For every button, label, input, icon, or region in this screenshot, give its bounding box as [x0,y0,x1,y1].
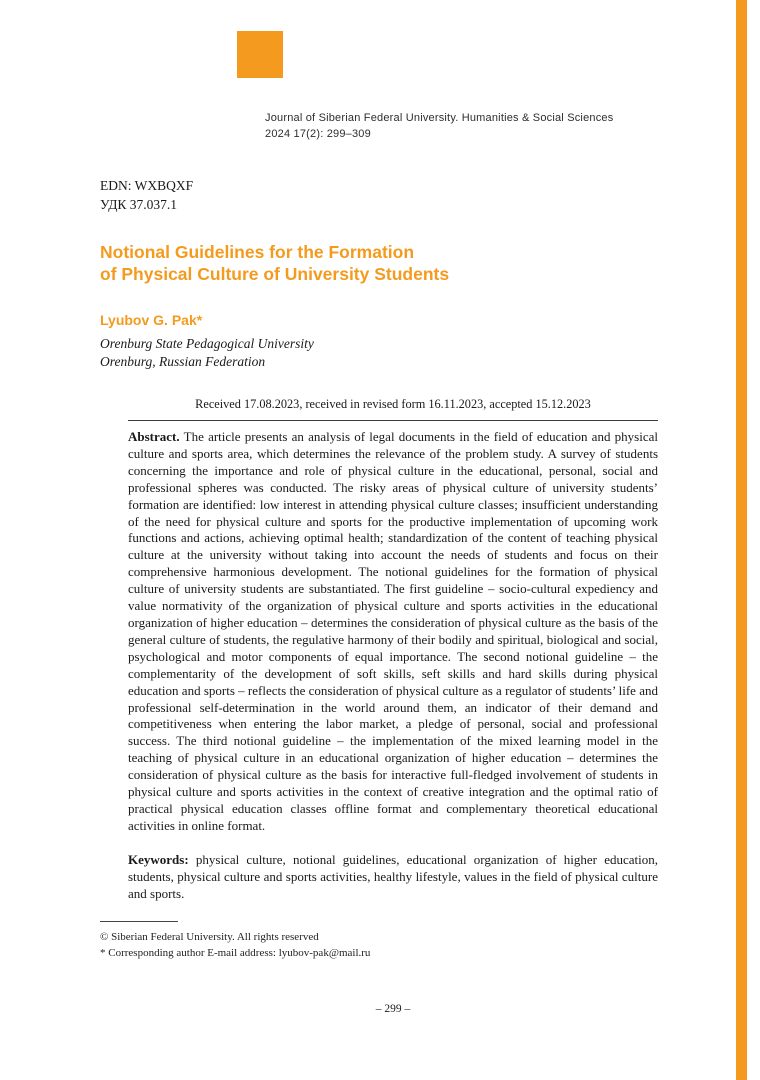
header-accent-square [237,31,283,78]
right-accent-stripe [736,0,747,1080]
keywords-text: physical culture, notional guidelines, educational organization of higher education, students, physical culture and sports activities, healthy lifestyle, values in the field of physical culture and sports. [128,851,659,901]
copyright-note: © Siberian Federal University. All rights reserved [100,931,319,943]
corresponding-author-note: * Corresponding author E-mail address: lyubov-pak@mail.ru [100,947,371,959]
author-affiliation [100,335,660,371]
keywords-paragraph [128,852,658,903]
abstract-text: The article presents an analysis of legal documents in the field of education and physical culture and sports area, which determines the relevance of the problem study. A survey of students concerning the importance and role of physical culture in the educational, personal, social and professional spheres was conducted. The risky areas of physical culture of university students’ formation are identified: low interest in attending physical culture classes; insufficient understanding of the need for physical culture and sports for the productive implementation of upcoming work functions and actions, achieving optimal health; standardization of the content of teaching physical culture at the university without taking into account the needs of students and focus on their comprehensive harmonious development. The notional guidelines for the formation of physical culture of university students are substantiated. The first guideline – socio-cultural expediency and value normativity of the organization of physical culture and sports activities in the educational organization of higher education – determines the consideration of physical culture as the basis of the general culture of students, the regulative harmony of their bodily and spiritual, biological and social, psychological and motor components of equal importance. The second notional guideline – the complementarity of the development of soft skills, seft skills and hard skills during physical education and sports – reflects the consideration of physical culture as a regulator of students’ life and professional self-determination in the world around them, an indicator of their demand and competitiveness when entering the labor market, a pledge of personal, social and professional success. The third notional guideline – the implementation of the mixed learning model in the teaching of physical culture in an educational organization of higher education – determines the consideration of physical culture as the basis for interactive full-fledged involvement of students in physical culture and sports activities in the context of creative integration and the optimal ratio of practical physical education classes offline format and complementary theoretical educational activities in online format. [128,429,659,833]
edn-code: EDN: WXBQXF [100,178,194,193]
footnote-divider [100,921,178,922]
article-title [100,241,660,285]
article-content [100,176,660,902]
article-title-line-2: of Physical Culture of University Students [100,264,450,284]
udk-code: УДК 37.037.1 [100,197,178,212]
journal-title-line: Journal of Siberian Federal University. Humanities & Social Sciences [265,112,614,124]
journal-header [265,110,613,142]
article-title-line-1: Notional Guidelines for the Formation [100,242,415,262]
affiliation-line-1: Orenburg State Pedagogical University [100,336,314,351]
abstract-divider [128,420,658,421]
keywords-label: Keywords: [128,851,189,867]
page-number: – 299 – [375,1003,411,1015]
received-note: Received 17.08.2023, received in revised form 16.11.2023, accepted 15.12.2023 [195,397,591,411]
abstract-paragraph [128,429,658,835]
footnotes [100,921,660,961]
abstract-label: Abstract. [128,429,180,444]
author-name: Lyubov G. Pak* [100,312,203,328]
journal-issue-line: 2024 17(2): 299–309 [265,128,371,140]
affiliation-line-2: Orenburg, Russian Federation [100,354,266,369]
article-codes [100,176,660,214]
